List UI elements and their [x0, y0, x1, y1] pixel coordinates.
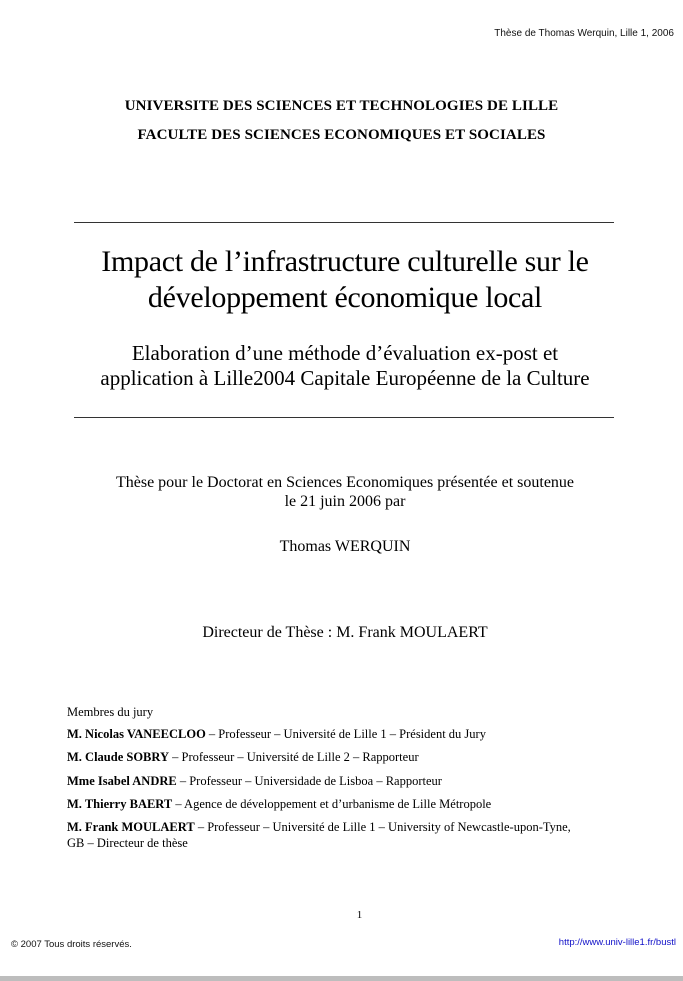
subtitle-line-2: application à Lille2004 Capitale Européenne de la Culture [100, 366, 590, 390]
thesis-statement [40, 473, 650, 511]
jury-member [67, 726, 587, 742]
jury-member-role: – Professeur – Universidade de Lisboa – Rapporteur [176, 774, 442, 788]
jury-member-role: – Agence de développement et d’urbanisme de Lille Métropole [172, 797, 492, 811]
source-url-link[interactable]: http://www.univ-lille1.fr/bustl [558, 937, 676, 948]
bottom-divider [74, 417, 614, 418]
faculty-name: FACULTE DES SCIENCES ECONOMIQUES ET SOCIALES [137, 127, 546, 143]
university-name: UNIVERSITE DES SCIENCES ET TECHNOLOGIES DE LILLE [124, 98, 559, 114]
jury-member-name: M. Claude SOBRY [67, 750, 170, 764]
jury-member-role: – Professeur – Université de Lille 2 – Rapporteur [169, 750, 419, 764]
thesis-director: Directeur de Thèse : M. Frank MOULAERT [202, 624, 488, 641]
author-name: Thomas WERQUIN [279, 538, 411, 555]
thesis-line-1: Thèse pour le Doctorat en Sciences Economiques présentée et soutenue [115, 474, 575, 491]
jury-member [67, 749, 587, 765]
top-divider [74, 222, 614, 223]
header-note: Thèse de Thomas Werquin, Lille 1, 2006 [494, 28, 674, 39]
jury-member-name: M. Nicolas VANEECLOO [67, 727, 206, 741]
jury-member-name: M. Thierry BAERT [67, 797, 173, 811]
bottom-edge-bar [0, 976, 683, 981]
jury-member-role: – Professeur – Université de Lille 1 – University of Newcastle-upon-Tyne, GB – Directeur de thèse [67, 820, 571, 850]
page-number: 1 [356, 909, 363, 921]
jury-label: Membres du jury [67, 705, 154, 719]
thesis-title [40, 244, 650, 316]
jury-member-name: Mme Isabel ANDRE [67, 774, 177, 788]
thesis-line-2: le 21 juin 2006 par [284, 493, 406, 510]
copyright-notice: © 2007 Tous droits réservés. [11, 939, 132, 950]
title-line-2: développement économique local [147, 281, 543, 314]
jury-member [67, 819, 577, 851]
title-line-1: Impact de l’infrastructure culturelle sur le [101, 245, 589, 278]
jury-member [67, 796, 587, 812]
jury-member-name: M. Frank MOULAERT [67, 820, 195, 834]
thesis-subtitle [30, 341, 660, 391]
subtitle-line-1: Elaboration d’une méthode d’évaluation ex-post et [131, 341, 559, 365]
jury-member-role: – Professeur – Université de Lille 1 – Président du Jury [205, 727, 486, 741]
jury-member [67, 773, 587, 789]
